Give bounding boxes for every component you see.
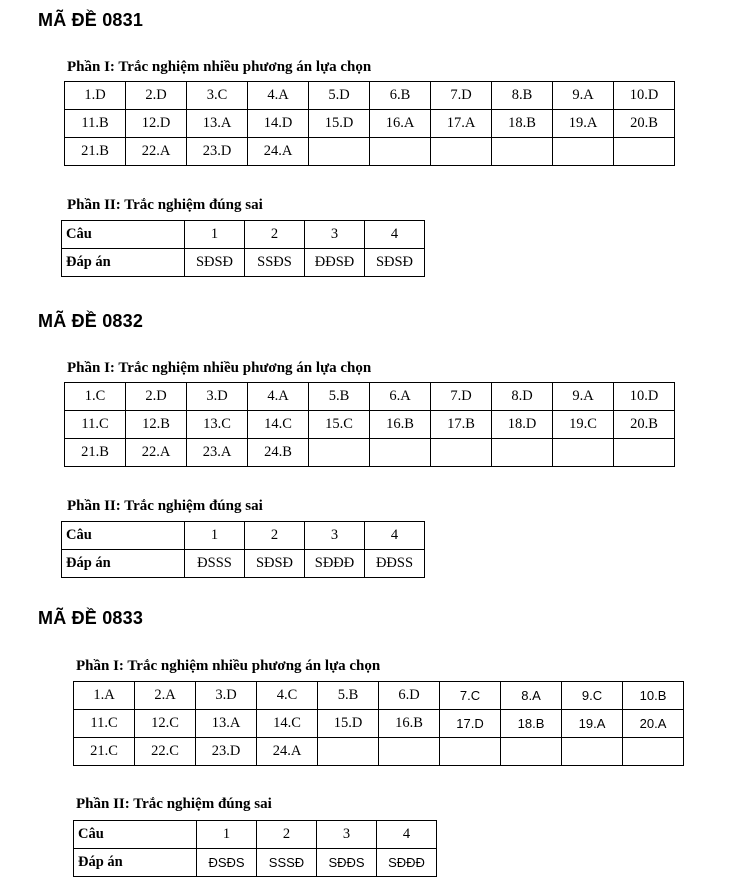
answer-cell: 15.D [309,110,370,138]
answer-cell [318,738,379,766]
answer-cell: ĐSSS [185,550,245,578]
answer-cell [492,439,553,467]
part2-table [61,220,425,277]
answer-cell: 19.C [553,411,614,439]
exam-title: MÃ ĐỀ 0833 [38,608,144,628]
header-cell: Câu [62,522,185,550]
answer-cell: 12.B [126,411,187,439]
answer-cell: 10.D [614,82,675,110]
answer-cell: 6.A [370,383,431,411]
answer-cell [309,439,370,467]
part2-table [61,521,425,578]
header-cell: 2 [257,821,317,849]
answer-cell: 20.B [614,411,675,439]
exam-title: MÃ ĐỀ 0831 [38,10,144,30]
answer-cell: 13.A [196,710,257,738]
part2-title: Phần II: Trắc nghiệm đúng sai [67,498,263,514]
answer-cell: 10.D [614,383,675,411]
answer-cell: 3.C [187,82,248,110]
table-row [74,710,684,738]
header-cell: 3 [305,221,365,249]
answer-cell: 18.B [501,710,562,738]
part1-table [73,681,684,766]
answer-cell: 24.A [248,138,309,166]
answer-cell [553,138,614,166]
answer-cell: 20.A [623,710,684,738]
answer-cell: 4.A [248,82,309,110]
part2-table [73,820,437,877]
answer-cell: 2.D [126,383,187,411]
answer-cell: 9.C [562,682,623,710]
answer-cell: 14.C [248,411,309,439]
answer-cell: 18.D [492,411,553,439]
header-cell: 1 [185,221,245,249]
answer-cell: 22.A [126,138,187,166]
table-row [65,439,675,467]
answer-cell [492,138,553,166]
part1-title: Phần I: Trắc nghiệm nhiều phương án lựa chọn [76,658,381,674]
table-row [74,738,684,766]
answer-cell: 5.B [309,383,370,411]
answer-cell: 14.D [248,110,309,138]
answer-cell: 1.A [74,682,135,710]
answer-cell: 23.D [187,138,248,166]
answer-cell: 23.D [196,738,257,766]
part1-title: Phần I: Trắc nghiệm nhiều phương án lựa chọn [67,360,372,376]
answer-cell [562,738,623,766]
answer-cell: 2.A [135,682,196,710]
exam-title: MÃ ĐỀ 0832 [38,311,144,331]
part2-title: Phần II: Trắc nghiệm đúng sai [76,796,272,812]
answer-cell: SĐSĐ [365,249,425,277]
answer-cell: SSĐS [245,249,305,277]
answer-cell: 7.C [440,682,501,710]
answer-cell: ĐĐSĐ [305,249,365,277]
answer-cell [501,738,562,766]
answer-cell: 21.B [65,138,126,166]
answer-label: Đáp án [62,550,185,578]
answer-cell: 21.B [65,439,126,467]
answer-cell: 15.D [318,710,379,738]
answer-cell: 3.D [196,682,257,710]
table-row [62,221,425,249]
answer-cell: 5.B [318,682,379,710]
answer-cell: SĐĐĐ [377,849,437,877]
header-cell: 4 [377,821,437,849]
answer-cell: 13.C [187,411,248,439]
table-row [74,821,437,849]
answer-cell: 17.A [431,110,492,138]
part1-table [64,382,675,467]
answer-cell: 18.B [492,110,553,138]
answer-cell [370,138,431,166]
table-row [65,383,675,411]
answer-cell: 5.D [309,82,370,110]
answer-cell: 1.D [65,82,126,110]
answer-cell: 16.B [379,710,440,738]
answer-cell: 8.D [492,383,553,411]
answer-cell: 16.B [370,411,431,439]
answer-cell [623,738,684,766]
answer-cell [614,138,675,166]
answer-cell: 19.A [562,710,623,738]
answer-cell: 7.D [431,383,492,411]
answer-cell: 15.C [309,411,370,439]
answer-cell: 8.A [501,682,562,710]
table-row [62,249,425,277]
answer-cell: 16.A [370,110,431,138]
part2-title: Phần II: Trắc nghiệm đúng sai [67,197,263,213]
answer-cell: 2.D [126,82,187,110]
part1-title: Phần I: Trắc nghiệm nhiều phương án lựa chọn [67,59,372,75]
answer-cell [431,439,492,467]
answer-cell [440,738,501,766]
answer-cell: 11.C [65,411,126,439]
answer-cell [431,138,492,166]
answer-cell [309,138,370,166]
answer-cell: 4.C [257,682,318,710]
answer-label: Đáp án [62,249,185,277]
table-row [65,110,675,138]
answer-cell: 8.B [492,82,553,110]
answer-cell: 10.B [623,682,684,710]
header-cell: 2 [245,221,305,249]
header-cell: 4 [365,522,425,550]
answer-cell: 24.A [257,738,318,766]
answer-cell: 12.D [126,110,187,138]
answer-cell: SĐSĐ [185,249,245,277]
answer-cell: 6.D [379,682,440,710]
answer-cell: 22.C [135,738,196,766]
answer-cell: 20.B [614,110,675,138]
answer-cell [553,439,614,467]
answer-cell: SSSĐ [257,849,317,877]
answer-cell: 22.A [126,439,187,467]
answer-cell: 11.B [65,110,126,138]
answer-cell: SĐĐS [317,849,377,877]
answer-cell: SĐĐĐ [305,550,365,578]
header-cell: 3 [305,522,365,550]
answer-cell: 13.A [187,110,248,138]
answer-cell: 9.A [553,82,614,110]
table-row [74,682,684,710]
answer-cell [614,439,675,467]
answer-cell: ĐĐSS [365,550,425,578]
answer-cell: 7.D [431,82,492,110]
header-cell: Câu [74,821,197,849]
answer-cell: 1.C [65,383,126,411]
answer-cell: 12.C [135,710,196,738]
header-cell: 3 [317,821,377,849]
answer-cell: 4.A [248,383,309,411]
answer-cell: 24.B [248,439,309,467]
table-row [74,849,437,877]
answer-cell: 17.B [431,411,492,439]
table-row [65,411,675,439]
answer-cell: SĐSĐ [245,550,305,578]
answer-cell: 11.C [74,710,135,738]
part1-table [64,81,675,166]
table-row [62,522,425,550]
table-row [65,138,675,166]
header-cell: 2 [245,522,305,550]
header-cell: 1 [185,522,245,550]
table-row [65,82,675,110]
header-cell: 4 [365,221,425,249]
table-row [62,550,425,578]
answer-cell: 3.D [187,383,248,411]
header-cell: Câu [62,221,185,249]
answer-cell: 6.B [370,82,431,110]
answer-cell: ĐSĐS [197,849,257,877]
answer-cell: 9.A [553,383,614,411]
answer-cell [370,439,431,467]
answer-cell: 19.A [553,110,614,138]
answer-cell: 23.A [187,439,248,467]
answer-cell [379,738,440,766]
answer-cell: 21.C [74,738,135,766]
answer-cell: 14.C [257,710,318,738]
header-cell: 1 [197,821,257,849]
answer-cell: 17.D [440,710,501,738]
answer-label: Đáp án [74,849,197,877]
